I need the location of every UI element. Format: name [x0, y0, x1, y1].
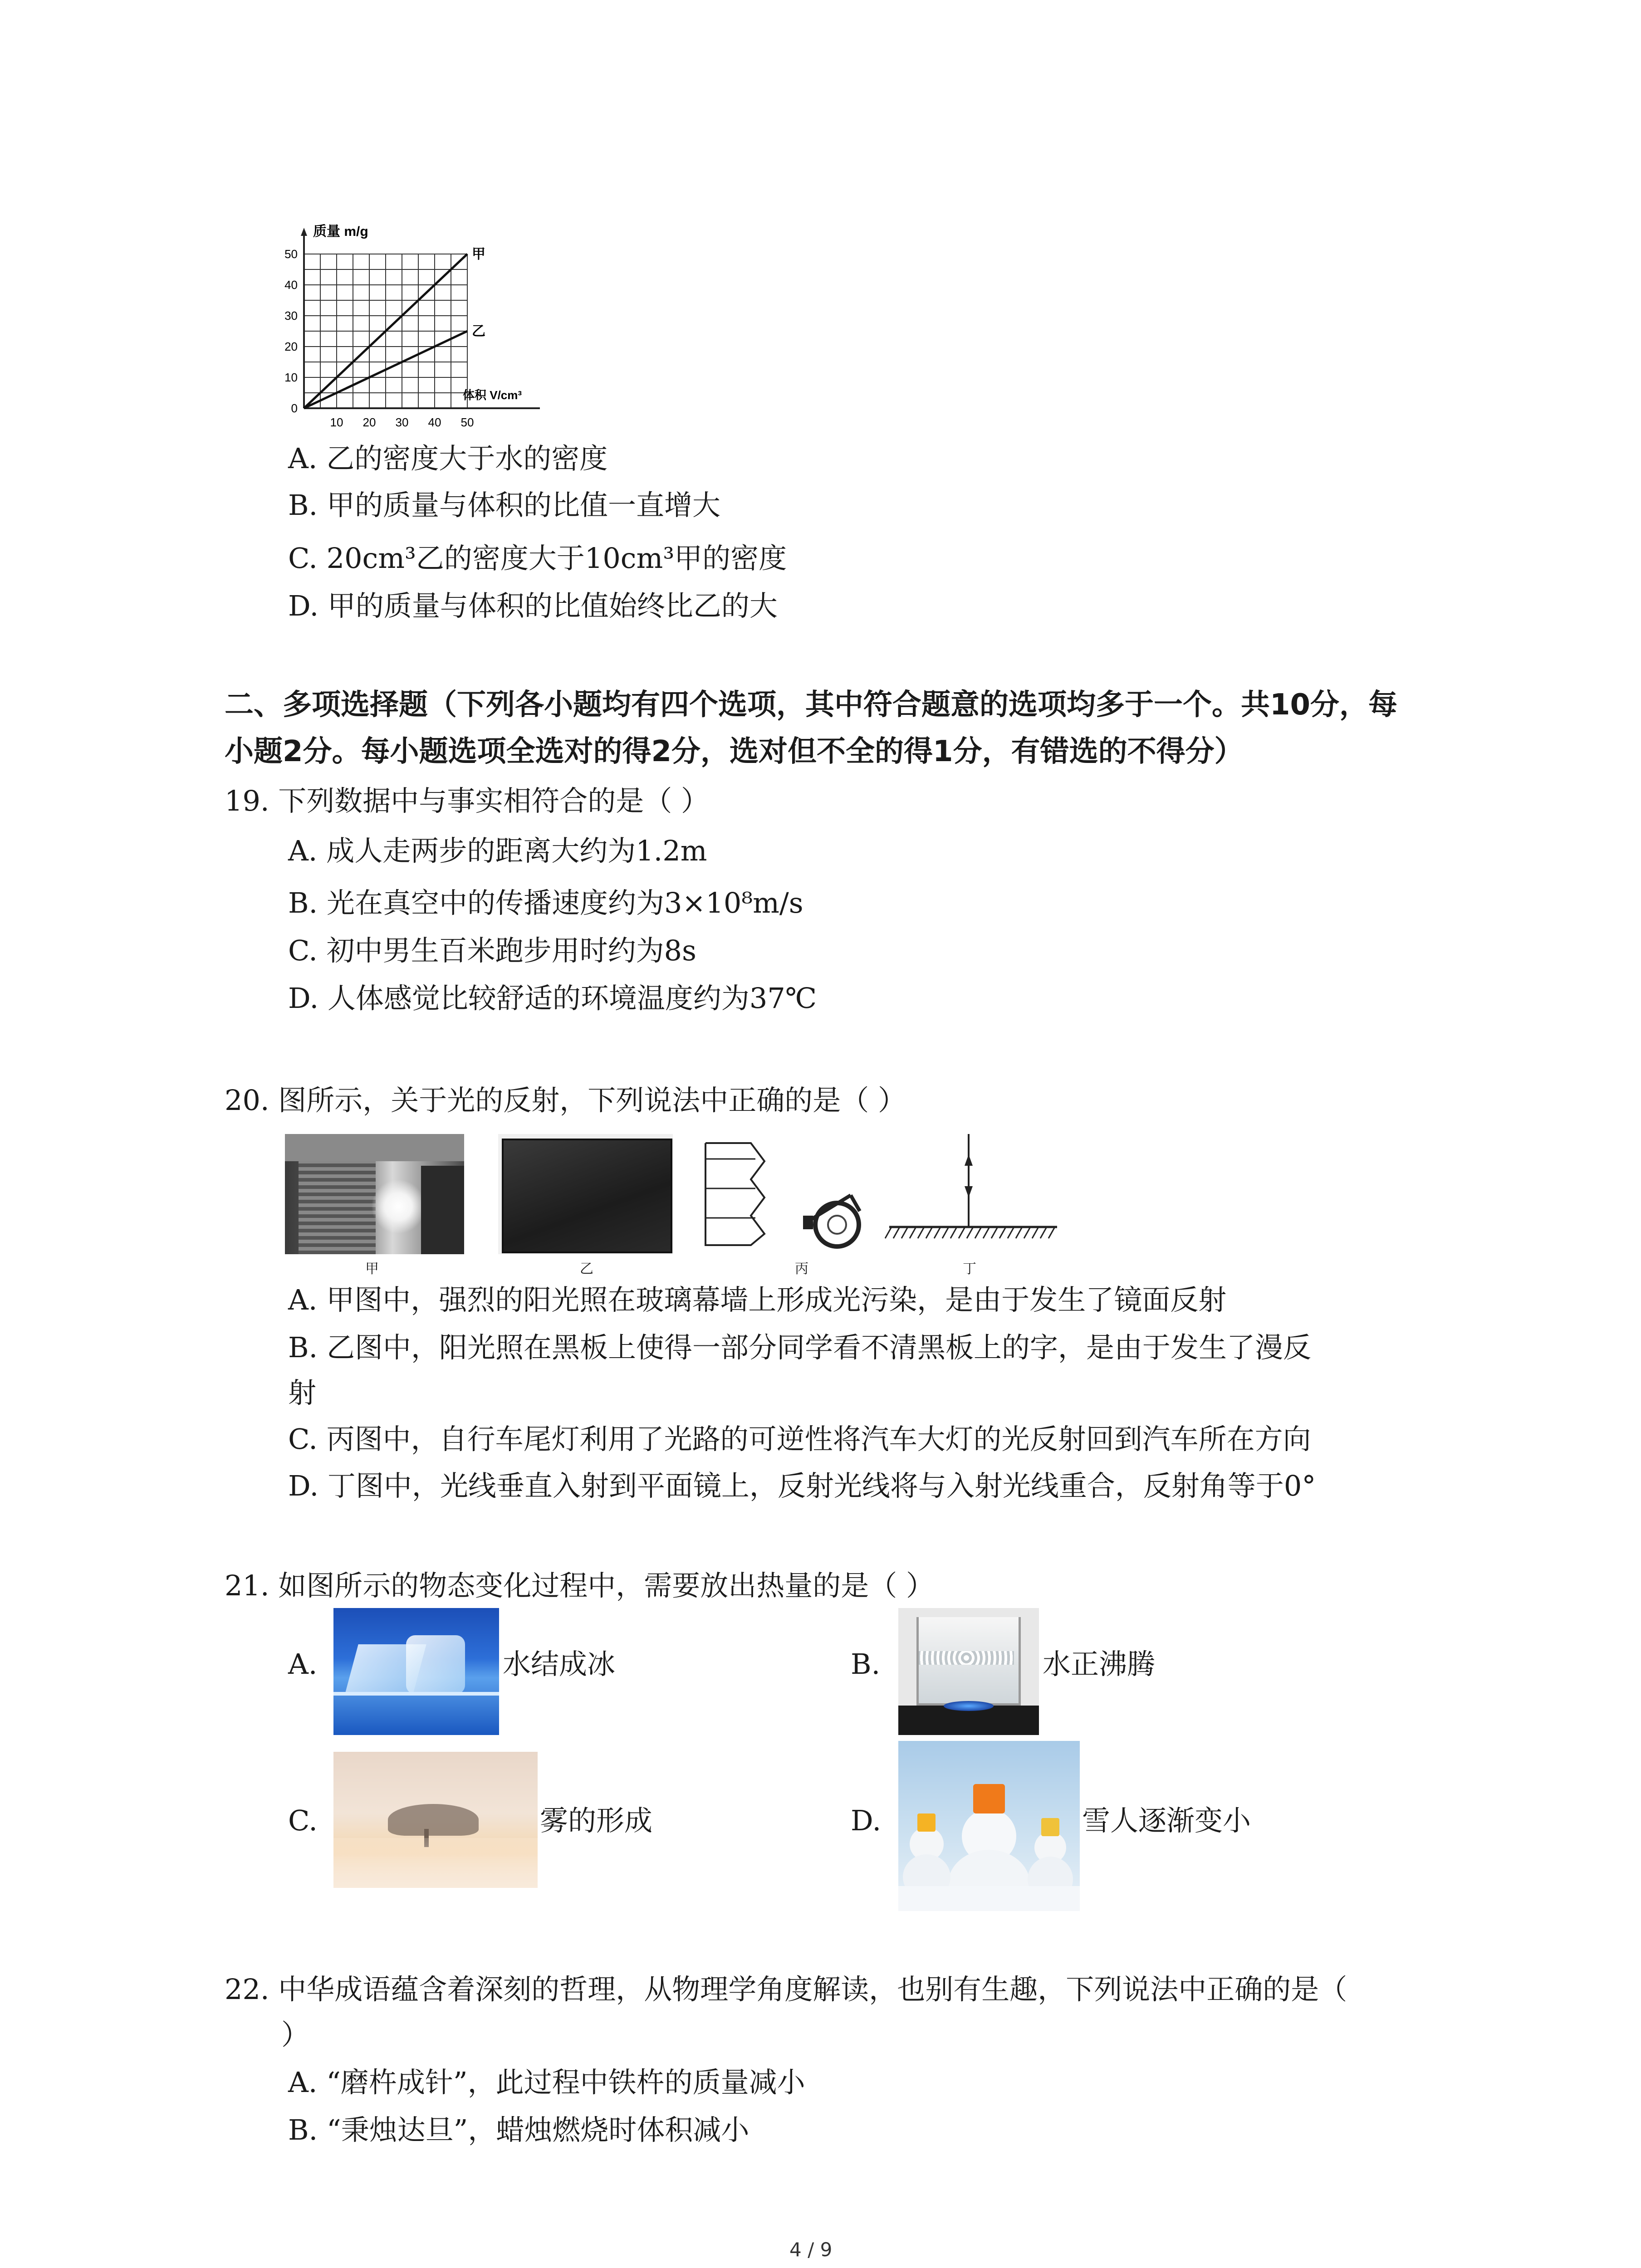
q21-option-a-letter[interactable]: A.: [288, 1647, 318, 1681]
mirror-hatch: [1024, 1227, 1030, 1238]
q22-option-b[interactable]: B. “秉烛达旦”，蜡烛燃烧时体积减小: [288, 2113, 749, 2146]
q22-option-a[interactable]: A. “磨杵成针”，此过程中铁杵的质量减小: [288, 2066, 805, 2099]
mirror-hatch: [910, 1227, 916, 1238]
fig-ding-plane-mirror: [885, 1129, 1062, 1254]
y-tick-label: 30: [284, 309, 298, 323]
fig-jia-glass-curtain-wall: [285, 1134, 464, 1254]
q21-option-d-text: 雪人逐渐变小: [1082, 1804, 1251, 1837]
q20-option-a[interactable]: A. 甲图中，强烈的阳光照在玻璃幕墙上形成光污染，是由于发生了镜面反射: [288, 1283, 1227, 1316]
x-tick-label: 40: [428, 415, 441, 429]
q21-option-d-letter[interactable]: D.: [851, 1804, 882, 1837]
q19-option-c[interactable]: C. 初中男生百米跑步用时约为8s: [288, 934, 696, 967]
q18-option-a[interactable]: A. 乙的密度大于水的密度: [288, 442, 608, 475]
q20-option-b-line1[interactable]: B. 乙图中，阳光照在黑板上使得一部分同学看不清黑板上的字，是由于发生了漫反: [288, 1331, 1311, 1364]
page-number: 4 / 9: [789, 2239, 833, 2261]
q18-option-d[interactable]: D. 甲的质量与体积的比值始终比乙的大: [288, 589, 778, 622]
y-tick-label: 40: [284, 278, 298, 292]
mirror-hatch: [934, 1227, 941, 1238]
y-tick-label: 0: [291, 401, 298, 415]
mirror-hatch: [1040, 1227, 1047, 1238]
q19-option-d[interactable]: D. 人体感觉比较舒适的环境温度约为37℃: [288, 982, 817, 1015]
mirror-hatch: [991, 1227, 998, 1238]
q18-option-c[interactable]: C. 20cm³乙的密度大于10cm³甲的密度: [288, 542, 787, 575]
fig-caption-bing: 丙: [795, 1261, 808, 1277]
q21-option-c-text: 雾的形成: [540, 1804, 653, 1837]
x-axis-label: 体积 V/cm³: [463, 388, 522, 402]
q21-ice-image: [333, 1608, 499, 1735]
q21-option-b-letter[interactable]: B.: [851, 1647, 881, 1681]
mirror-hatch: [918, 1227, 924, 1238]
mirror-hatch: [893, 1227, 900, 1238]
q21-snowman-image: [898, 1741, 1080, 1911]
fig-bing-bike-reflector: [701, 1134, 878, 1254]
mirror-hatch: [1032, 1227, 1038, 1238]
y-tick-label: 10: [284, 371, 298, 384]
q22-stem-line1: 22. 中华成语蕴含着深刻的哲理，从物理学角度解读，也别有生趣，下列说法中正确的是（: [225, 1973, 1347, 2006]
mirror-hatch: [959, 1227, 965, 1238]
mirror-hatch: [901, 1227, 908, 1238]
q22-stem-line2: ）: [281, 2018, 310, 2051]
x-tick-label: 10: [330, 415, 343, 429]
fig-yi-blackboard: [498, 1134, 673, 1254]
q20-option-b-line2[interactable]: 射: [288, 1376, 317, 1409]
q20-option-c[interactable]: C. 丙图中，自行车尾灯利用了光路的可逆性将汽车大灯的光反射回到汽车所在方向: [288, 1422, 1311, 1456]
fig-caption-yi: 乙: [580, 1261, 593, 1277]
y-axis-label: 质量 m/g: [313, 224, 368, 239]
fig-caption-jia: 甲: [365, 1261, 379, 1277]
q21-option-a-text: 水结成冰: [503, 1647, 616, 1681]
y-tick-label: 50: [284, 247, 298, 261]
mirror-hatch: [942, 1227, 949, 1238]
q21-option-b-text: 水正沸腾: [1043, 1647, 1156, 1681]
mass-volume-graph: [268, 218, 558, 435]
q21-stem: 21. 如图所示的物态变化过程中，需要放出热量的是（ ）: [225, 1569, 935, 1602]
mirror-hatch: [926, 1227, 932, 1238]
q20-option-d[interactable]: D. 丁图中，光线垂直入射到平面镜上，反射光线将与入射光线重合，反射角等于0°: [288, 1469, 1316, 1502]
q21-fog-image: [333, 1752, 538, 1888]
q21-boiling-water-image: [898, 1608, 1039, 1735]
y-tick-label: 20: [284, 340, 298, 353]
mirror-hatch: [885, 1227, 892, 1238]
section-heading-line2: 小题2分。每小题选项全选对的得2分，选对但不全的得1分，有错选的不得分）: [225, 735, 1244, 768]
mirror-hatch: [950, 1227, 957, 1238]
q18-option-b[interactable]: B. 甲的质量与体积的比值一直增大: [288, 489, 720, 522]
x-tick-label: 50: [460, 415, 474, 429]
series-label: 甲: [472, 247, 485, 262]
x-tick-label: 20: [362, 415, 376, 429]
mirror-hatch: [967, 1227, 973, 1238]
mirror-hatch: [975, 1227, 981, 1238]
series-label: 乙: [472, 324, 485, 339]
x-tick-label: 30: [395, 415, 409, 429]
fig-caption-ding: 丁: [963, 1261, 976, 1277]
mirror-hatch: [983, 1227, 989, 1238]
mirror-hatch: [1016, 1227, 1022, 1238]
mirror-hatch: [1048, 1227, 1055, 1238]
q19-option-a[interactable]: A. 成人走两步的距离大约为1.2m: [288, 834, 707, 867]
q19-stem: 19. 下列数据中与事实相符合的是（ ）: [225, 784, 710, 817]
q21-option-c-letter[interactable]: C.: [288, 1804, 318, 1837]
q19-option-b[interactable]: B. 光在真空中的传播速度约为3×10⁸m/s: [288, 886, 803, 919]
mirror-hatch: [1008, 1227, 1014, 1238]
mirror-hatch: [999, 1227, 1006, 1238]
section-heading-line1: 二、多项选择题（下列各小题均有四个选项，其中符合题意的选项均多于一个。共10分，每: [225, 688, 1398, 722]
q20-stem: 20. 图所示，关于光的反射，下列说法中正确的是（ ）: [225, 1084, 906, 1117]
